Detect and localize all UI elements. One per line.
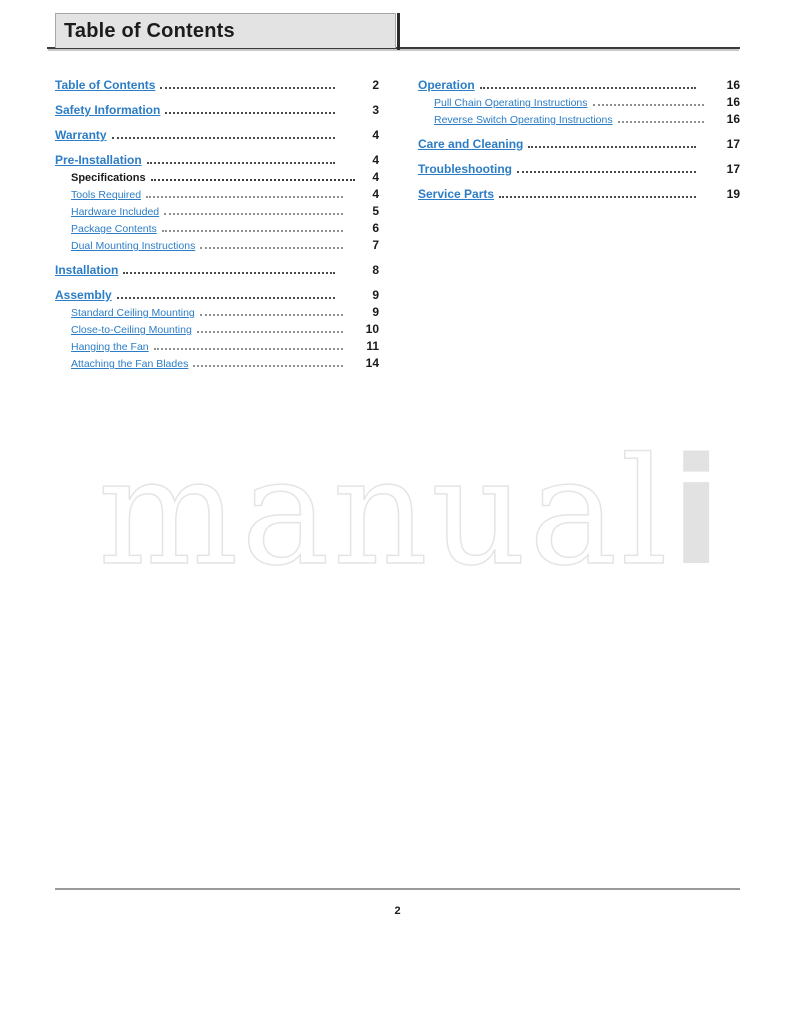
dot-leader xyxy=(197,331,343,333)
toc-entry-link[interactable]: Troubleshooting xyxy=(418,162,512,176)
toc-entry-link[interactable]: Pull Chain Operating Instructions xyxy=(434,97,588,109)
dot-leader xyxy=(499,196,696,198)
header-title-box xyxy=(55,13,396,48)
toc-column-right xyxy=(418,78,740,201)
toc-entry xyxy=(418,95,740,109)
toc-page-number: 4 xyxy=(372,128,379,142)
dot-leader xyxy=(193,365,343,367)
toc-entry xyxy=(55,204,379,218)
toc-entry-link[interactable]: Pre-Installation xyxy=(55,153,142,167)
toc-page-number: 4 xyxy=(372,170,379,184)
toc-entry-link[interactable]: Table of Contents xyxy=(55,78,156,92)
dot-leader xyxy=(123,272,335,274)
dot-leader xyxy=(151,179,355,181)
dot-leader xyxy=(480,87,696,89)
toc-page-number: 6 xyxy=(372,221,379,235)
toc-entry-link[interactable]: Operation xyxy=(418,78,475,92)
toc-entry-link[interactable]: Attaching the Fan Blades xyxy=(71,358,189,370)
dot-leader xyxy=(146,196,343,198)
toc-page-number: 9 xyxy=(372,305,379,319)
toc-page-number: 3 xyxy=(372,103,379,117)
toc-entry-link[interactable]: Safety Information xyxy=(55,103,161,117)
dot-leader xyxy=(165,112,335,114)
dot-leader xyxy=(112,137,335,139)
toc-entry xyxy=(418,137,740,151)
toc-page-number: 2 xyxy=(372,78,379,92)
toc-entry-link[interactable]: Standard Ceiling Mounting xyxy=(71,307,195,319)
dot-leader xyxy=(517,171,696,173)
toc-entry xyxy=(55,263,379,277)
dot-leader xyxy=(154,348,343,350)
toc-entry xyxy=(418,162,740,176)
toc-entry-link[interactable]: Installation xyxy=(55,263,119,277)
toc-entry-link[interactable]: Dual Mounting Instructions xyxy=(71,240,196,252)
toc-entry xyxy=(55,153,379,167)
toc-entry xyxy=(55,339,379,353)
toc-page-number: 9 xyxy=(372,288,379,302)
toc-page-number: 16 xyxy=(726,95,740,109)
toc-entry xyxy=(418,112,740,126)
toc-entry xyxy=(55,103,379,117)
dot-leader xyxy=(162,230,343,232)
toc-entry xyxy=(55,305,379,319)
watermark xyxy=(98,426,725,598)
toc-page-number: 7 xyxy=(372,238,379,252)
toc-entry xyxy=(418,187,740,201)
dot-leader xyxy=(618,121,704,123)
page-header xyxy=(47,13,740,49)
toc-page-number: 14 xyxy=(365,356,379,370)
header-divider-bar xyxy=(397,13,400,50)
dot-leader xyxy=(528,146,696,148)
toc-entry-link[interactable]: Specifications xyxy=(71,172,146,184)
toc-entry xyxy=(418,78,740,92)
toc-page-number: 4 xyxy=(372,153,379,167)
toc-entry xyxy=(55,322,379,336)
dot-leader xyxy=(200,314,343,316)
toc-entry xyxy=(55,221,379,235)
footer-rule xyxy=(55,888,740,890)
toc-page-number: 11 xyxy=(366,339,379,353)
toc-entry xyxy=(55,187,379,201)
toc-page-number: 17 xyxy=(726,162,740,176)
toc-page-number: 17 xyxy=(726,137,740,151)
toc-entry xyxy=(55,170,379,184)
toc-page-number: 16 xyxy=(726,112,740,126)
toc-page-number: 8 xyxy=(372,263,379,277)
toc-entry xyxy=(55,128,379,142)
toc-page-number: 10 xyxy=(365,322,379,336)
toc-entry xyxy=(55,288,379,302)
dot-leader xyxy=(593,104,705,106)
toc-entry-link[interactable]: Hanging the Fan xyxy=(71,341,149,353)
dot-leader xyxy=(117,297,335,299)
toc-page-number: 16 xyxy=(726,78,740,92)
dot-leader xyxy=(164,213,343,215)
dot-leader xyxy=(160,87,335,89)
page-title: Table of Contents xyxy=(64,20,235,42)
toc-entry xyxy=(55,356,379,370)
toc-entry xyxy=(55,238,379,252)
toc-page-number: 19 xyxy=(726,187,740,201)
toc-entry-link[interactable]: Warranty xyxy=(55,128,107,142)
dot-leader xyxy=(200,247,343,249)
toc-page-number: 5 xyxy=(372,204,379,218)
toc-entry-link[interactable]: Tools Required xyxy=(71,189,142,201)
toc-entry-link[interactable]: Reverse Switch Operating Instructions xyxy=(434,114,613,126)
toc-page-number: 4 xyxy=(372,187,379,201)
footer-page-number: 2 xyxy=(394,905,401,917)
toc-entry xyxy=(55,78,379,92)
toc-entry-link[interactable]: Assembly xyxy=(55,288,112,302)
toc-entry-link[interactable]: Service Parts xyxy=(418,187,495,201)
watermark-outline-text: manual xyxy=(98,426,671,598)
toc-entry-link[interactable]: Care and Cleaning xyxy=(418,137,524,151)
toc-entry-link[interactable]: Close-to-Ceiling Mounting xyxy=(71,324,192,336)
toc-entry-link[interactable]: Hardware Included xyxy=(71,206,160,218)
dot-leader xyxy=(147,162,335,164)
watermark-solid-text: i xyxy=(670,426,725,598)
toc-column-left xyxy=(55,78,379,370)
toc-entry-link[interactable]: Package Contents xyxy=(71,223,157,235)
